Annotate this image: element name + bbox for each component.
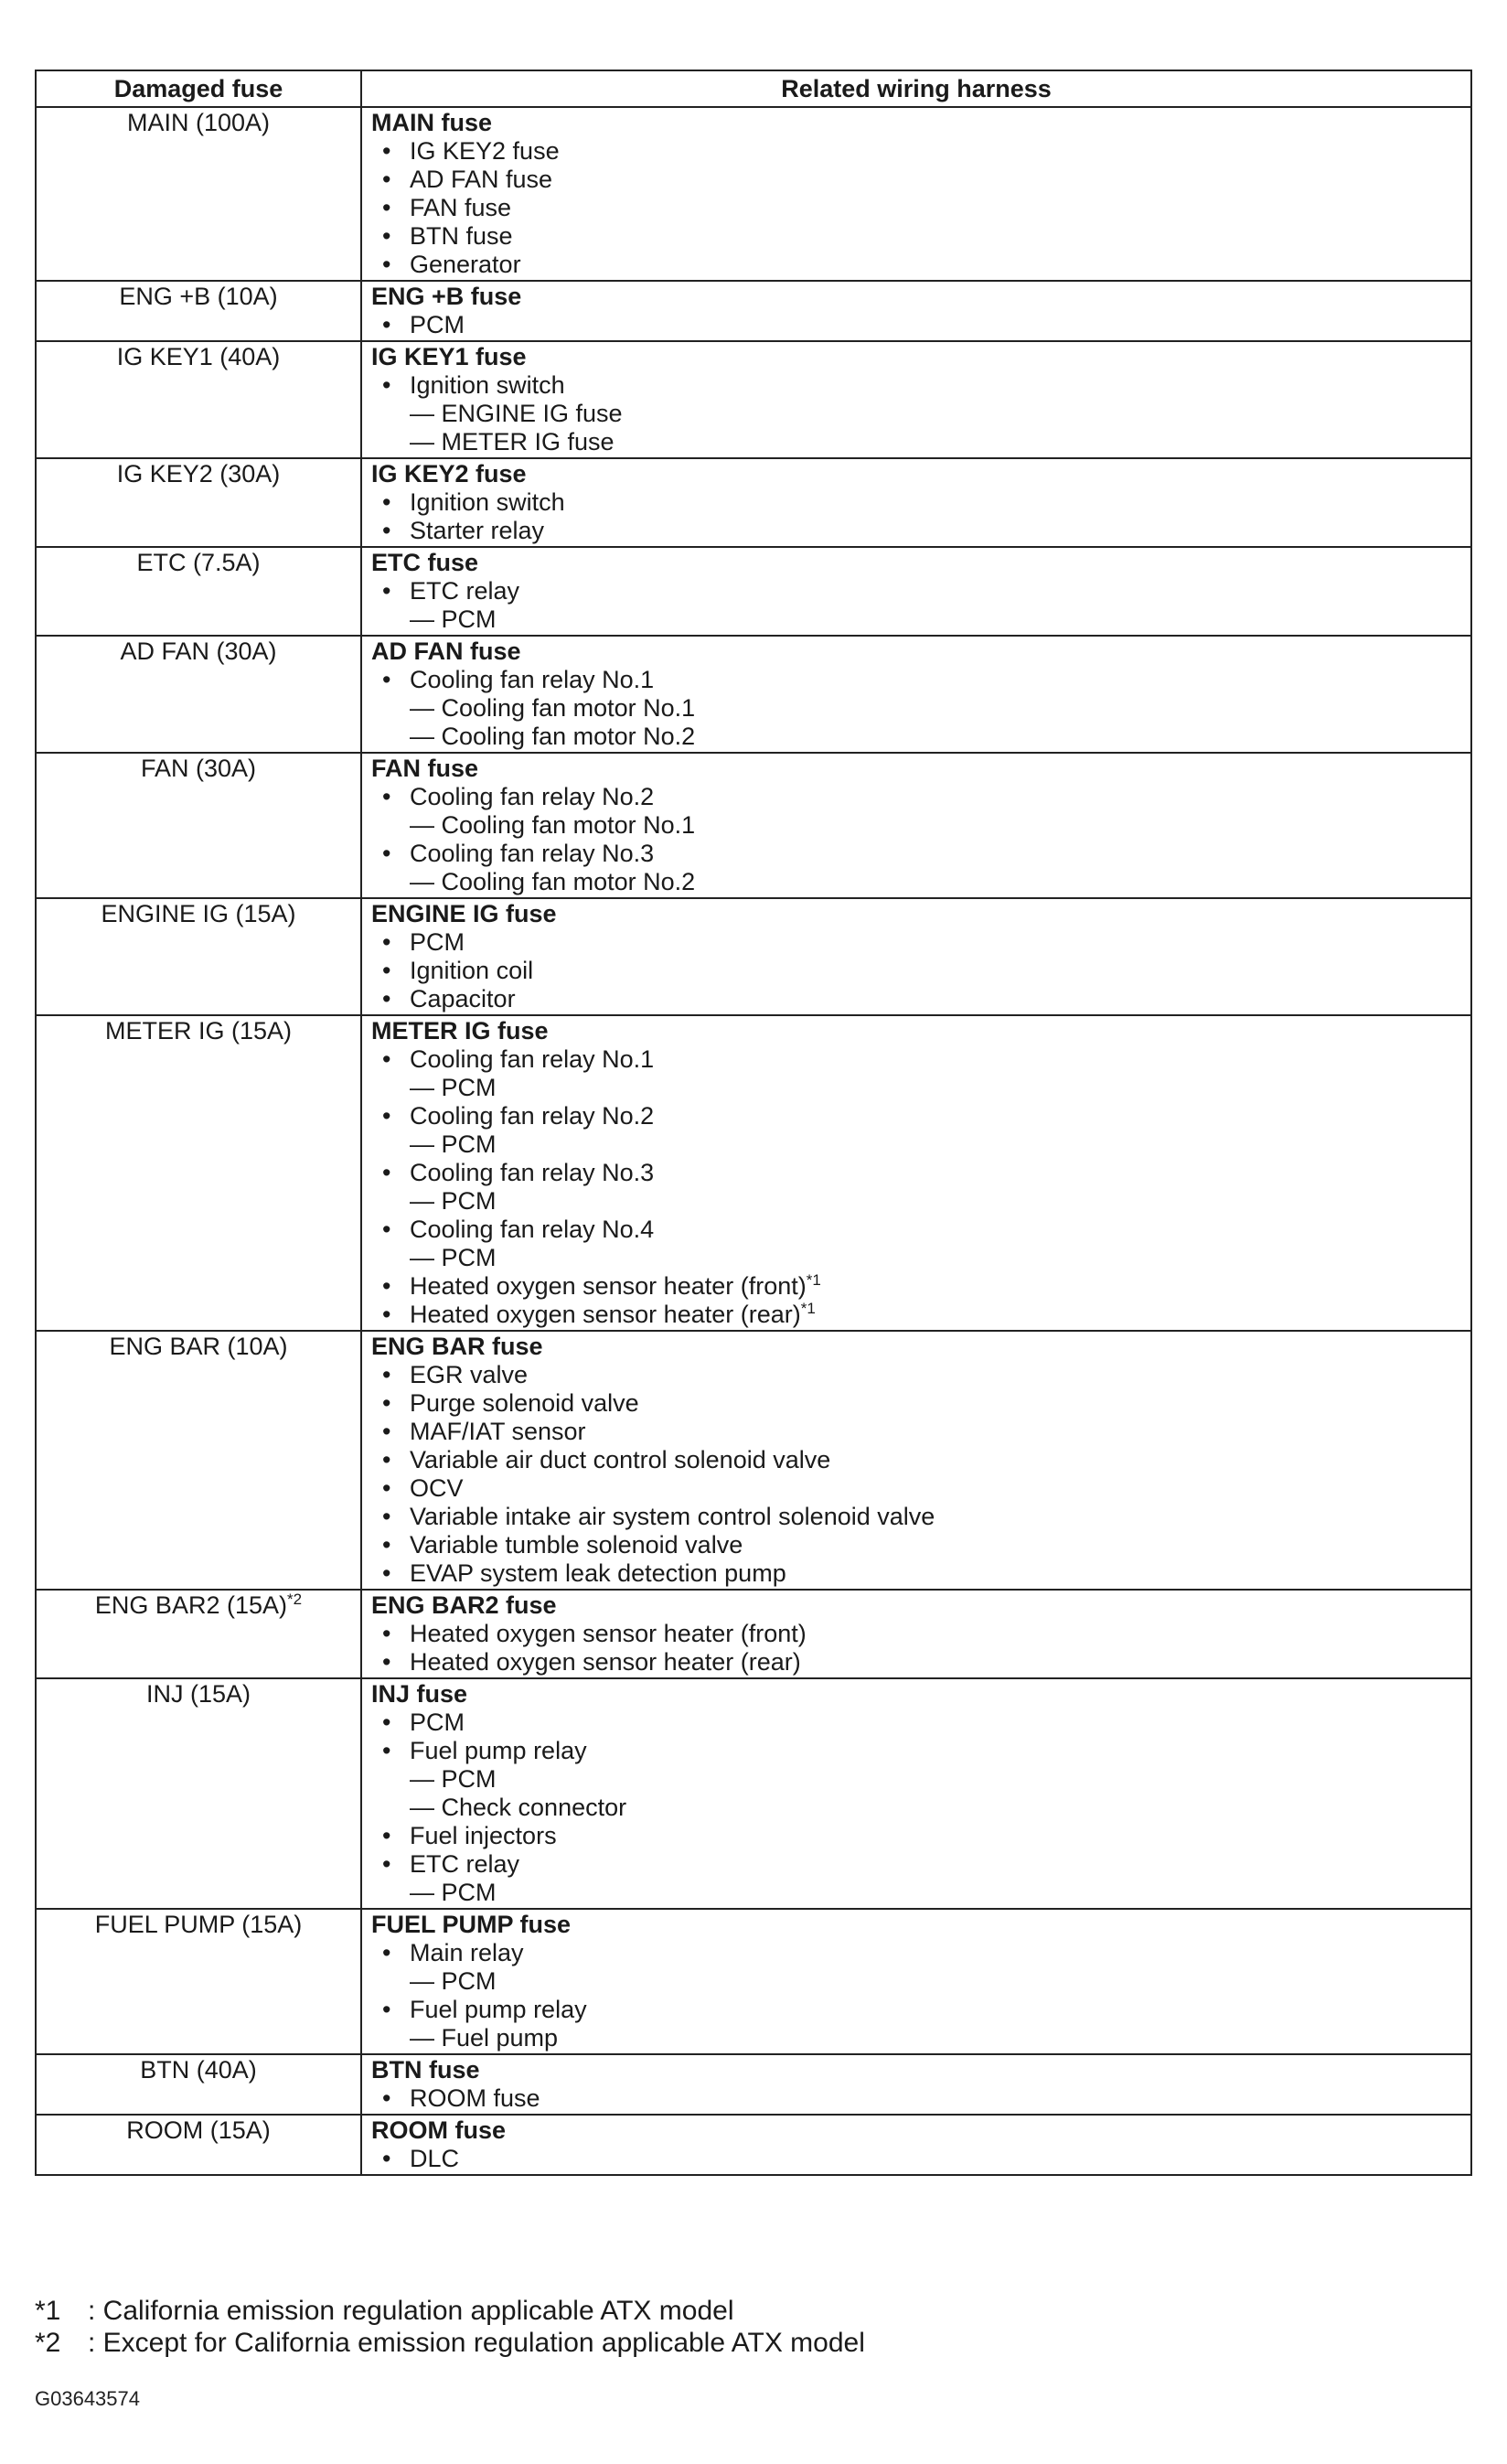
harness-sub-item: — PCM (410, 1244, 497, 1271)
fuse-name: ROOM (15A) (126, 2116, 271, 2144)
fuse-name: IG KEY2 (30A) (116, 460, 281, 487)
footnote-text: : California emission regulation applicable ATX model (88, 2296, 734, 2326)
fuse-name: FUEL PUMP (15A) (94, 1911, 303, 1938)
harness-item-list (371, 928, 1461, 1013)
harness-sub-list (410, 605, 1461, 634)
harness-item (371, 371, 1461, 456)
harness-item (371, 1620, 1461, 1648)
harness-item-text: Heated oxygen sensor heater (front) (410, 1272, 807, 1300)
harness-fuse-title: AD FAN fuse (371, 637, 521, 665)
harness-sub-list (410, 1765, 1461, 1822)
damaged-fuse-cell (36, 898, 361, 1015)
harness-sub-list (410, 2024, 1461, 2052)
harness-item (371, 1272, 1461, 1301)
table-row (36, 1015, 1471, 1331)
harness-item-text: Purge solenoid valve (410, 1389, 639, 1417)
table-row (36, 281, 1471, 341)
damaged-fuse-cell (36, 1590, 361, 1678)
harness-item-text: ETC relay (410, 577, 520, 605)
harness-item-text: PCM (410, 928, 465, 956)
harness-item-text: Ignition switch (410, 488, 565, 516)
harness-item (371, 1850, 1461, 1907)
harness-item (371, 1216, 1461, 1272)
harness-item-text: Ignition switch (410, 371, 565, 399)
harness-item-text: Starter relay (410, 517, 545, 544)
harness-item-text: AD FAN fuse (410, 166, 553, 193)
table-row (36, 1909, 1471, 2054)
harness-item (371, 1446, 1461, 1474)
harness-item (371, 194, 1461, 222)
harness-item-text: Cooling fan relay No.4 (410, 1216, 655, 1243)
footnote-2 (35, 2327, 865, 2359)
harness-item-text: Fuel pump relay (410, 1737, 587, 1764)
harness-item-list (371, 311, 1461, 339)
harness-item (371, 1822, 1461, 1850)
table-row (36, 1678, 1471, 1909)
harness-item (371, 488, 1461, 517)
harness-sub-item: — PCM (410, 1187, 497, 1215)
related-harness-cell (361, 1909, 1471, 2054)
footnote-mark: *2 (35, 2328, 61, 2358)
harness-fuse-title: ETC fuse (371, 549, 479, 576)
fuse-name: ENG BAR (10A) (109, 1333, 288, 1360)
harness-item (371, 1559, 1461, 1588)
harness-item (371, 783, 1461, 840)
table-row (36, 636, 1471, 753)
harness-fuse-title: FUEL PUMP fuse (371, 1911, 572, 1938)
damaged-fuse-cell (36, 341, 361, 458)
related-harness-cell (361, 2054, 1471, 2115)
harness-item (371, 1301, 1461, 1329)
harness-item-text: Ignition coil (410, 957, 534, 984)
harness-item-list (371, 1620, 1461, 1677)
harness-item (371, 1648, 1461, 1677)
harness-fuse-title: ENG +B fuse (371, 283, 522, 310)
harness-item (371, 577, 1461, 634)
harness-item-list (371, 783, 1461, 896)
harness-sub-item: — PCM (410, 1879, 497, 1906)
damaged-fuse-cell (36, 636, 361, 753)
damaged-fuse-cell (36, 458, 361, 547)
harness-item-text: Cooling fan relay No.3 (410, 840, 655, 867)
harness-item (371, 1389, 1461, 1418)
harness-sub-item: — PCM (410, 1967, 497, 1995)
harness-sub-item: — Fuel pump (410, 2024, 559, 2052)
harness-fuse-title: IG KEY1 fuse (371, 343, 527, 370)
harness-item-list (371, 577, 1461, 634)
related-harness-cell (361, 898, 1471, 1015)
fuse-name: IG KEY1 (40A) (116, 343, 281, 370)
damaged-fuse-cell (36, 281, 361, 341)
damaged-fuse-cell (36, 753, 361, 898)
harness-item (371, 1418, 1461, 1446)
harness-item (371, 957, 1461, 985)
harness-sub-item: — Cooling fan motor No.1 (410, 811, 696, 839)
fuse-table-container (35, 70, 1470, 2176)
damaged-fuse-cell (36, 2054, 361, 2115)
harness-item (371, 311, 1461, 339)
harness-item-text: EGR valve (410, 1361, 529, 1388)
harness-sub-list (410, 811, 1461, 840)
harness-fuse-title: ENGINE IG fuse (371, 900, 557, 927)
table-row (36, 753, 1471, 898)
harness-item-text: Heated oxygen sensor heater (rear) (410, 1648, 801, 1676)
harness-item-text: Capacitor (410, 985, 516, 1012)
related-harness-cell (361, 341, 1471, 458)
footnote-ref: *1 (806, 1271, 821, 1289)
fuse-name: ETC (7.5A) (136, 549, 261, 576)
related-harness-cell (361, 547, 1471, 636)
fuse-name: INJ (15A) (145, 1680, 251, 1708)
footnote-text: : Except for California emission regulation applicable ATX model (88, 2328, 865, 2358)
related-harness-cell (361, 1331, 1471, 1590)
harness-sub-item: — PCM (410, 1765, 497, 1793)
harness-item-text: Variable tumble solenoid valve (410, 1531, 743, 1559)
harness-item (371, 137, 1461, 166)
harness-item (371, 1503, 1461, 1531)
harness-item (371, 1102, 1461, 1159)
related-harness-cell (361, 1678, 1471, 1909)
harness-item-list (371, 1709, 1461, 1907)
harness-fuse-title: METER IG fuse (371, 1017, 549, 1045)
harness-item (371, 1709, 1461, 1737)
harness-item-text: Cooling fan relay No.2 (410, 1102, 655, 1130)
harness-item-text: OCV (410, 1474, 464, 1502)
fuse-name: METER IG (15A) (104, 1017, 293, 1045)
harness-item (371, 1474, 1461, 1503)
harness-item-text: IG KEY2 fuse (410, 137, 560, 165)
table-row (36, 341, 1471, 458)
harness-item-text: Variable air duct control solenoid valve (410, 1446, 831, 1473)
fuse-name: MAIN (100A) (126, 109, 271, 136)
harness-item-text: Fuel pump relay (410, 1996, 587, 2023)
harness-item-text: MAF/IAT sensor (410, 1418, 586, 1445)
related-harness-cell (361, 1590, 1471, 1678)
harness-item-text: Heated oxygen sensor heater (rear) (410, 1301, 801, 1328)
header-damaged-fuse: Damaged fuse (36, 70, 361, 107)
footnote-ref: *2 (287, 1591, 303, 1608)
table-row (36, 547, 1471, 636)
harness-item-list (371, 1361, 1461, 1588)
table-row (36, 2115, 1471, 2175)
harness-item (371, 2145, 1461, 2173)
harness-item-text: DLC (410, 2145, 460, 2172)
harness-item (371, 1531, 1461, 1559)
footnotes (35, 2295, 865, 2359)
harness-item-text: Cooling fan relay No.1 (410, 666, 655, 693)
footnote-mark: *1 (35, 2296, 61, 2326)
harness-item (371, 840, 1461, 896)
harness-sub-item: — ENGINE IG fuse (410, 400, 623, 427)
harness-fuse-title: INJ fuse (371, 1680, 468, 1708)
related-harness-cell (361, 2115, 1471, 2175)
harness-item-text: FAN fuse (410, 194, 512, 221)
table-row (36, 1590, 1471, 1678)
harness-sub-item: — PCM (410, 605, 497, 633)
harness-item-text: Heated oxygen sensor heater (front) (410, 1620, 807, 1647)
harness-item-list (371, 371, 1461, 456)
harness-item-text: PCM (410, 1709, 465, 1736)
footnote-ref: *1 (800, 1300, 816, 1317)
harness-item-text: Fuel injectors (410, 1822, 557, 1849)
harness-item-text: ROOM fuse (410, 2084, 540, 2112)
harness-item (371, 1361, 1461, 1389)
damaged-fuse-cell (36, 1678, 361, 1909)
harness-item-text: Cooling fan relay No.1 (410, 1045, 655, 1073)
harness-item-list (371, 666, 1461, 751)
fuse-harness-table (35, 70, 1472, 2176)
fuse-name: ENGINE IG (15A) (101, 900, 296, 927)
table-row (36, 2054, 1471, 2115)
harness-item (371, 222, 1461, 251)
harness-fuse-title: IG KEY2 fuse (371, 460, 527, 487)
harness-fuse-title: BTN fuse (371, 2056, 480, 2084)
table-row (36, 898, 1471, 1015)
harness-fuse-title: ROOM fuse (371, 2116, 507, 2144)
related-harness-cell (361, 1015, 1471, 1331)
header-related-wiring-harness: Related wiring harness (361, 70, 1471, 107)
harness-item-list (371, 488, 1461, 545)
harness-sub-item: — PCM (410, 1074, 497, 1101)
harness-item-list (371, 137, 1461, 279)
harness-sub-item: — Cooling fan motor No.1 (410, 694, 696, 722)
related-harness-cell (361, 107, 1471, 281)
harness-sub-item: — Cooling fan motor No.2 (410, 723, 696, 750)
harness-item-text: Cooling fan relay No.3 (410, 1159, 655, 1186)
harness-sub-list (410, 694, 1461, 751)
table-header-row (36, 70, 1471, 107)
fuse-name: BTN (40A) (140, 2056, 257, 2084)
harness-item-list (371, 2145, 1461, 2173)
harness-item (371, 928, 1461, 957)
harness-sub-list (410, 1130, 1461, 1159)
harness-sub-list (410, 1187, 1461, 1216)
damaged-fuse-cell (36, 1331, 361, 1590)
table-row (36, 458, 1471, 547)
table-row (36, 107, 1471, 281)
fuse-name: ENG +B (10A) (119, 283, 278, 310)
footnote-1 (35, 2295, 865, 2327)
harness-item-text: Variable intake air system control solenoid valve (410, 1503, 935, 1530)
harness-fuse-title: FAN fuse (371, 755, 479, 782)
table-body (36, 107, 1471, 2175)
harness-fuse-title: MAIN fuse (371, 109, 493, 136)
table-row (36, 1331, 1471, 1590)
harness-sub-list (410, 400, 1461, 456)
fuse-name: FAN (30A) (140, 755, 257, 782)
harness-item (371, 1939, 1461, 1996)
harness-item (371, 1996, 1461, 2052)
harness-item (371, 666, 1461, 751)
harness-sub-list (410, 1074, 1461, 1102)
related-harness-cell (361, 636, 1471, 753)
harness-sub-item: — PCM (410, 1130, 497, 1158)
damaged-fuse-cell (36, 107, 361, 281)
harness-item (371, 2084, 1461, 2113)
related-harness-cell (361, 281, 1471, 341)
harness-item (371, 517, 1461, 545)
harness-sub-list (410, 1879, 1461, 1907)
harness-fuse-title: ENG BAR2 fuse (371, 1591, 557, 1619)
harness-item-text: BTN fuse (410, 222, 513, 250)
harness-item (371, 1737, 1461, 1822)
harness-sub-list (410, 1244, 1461, 1272)
harness-item (371, 985, 1461, 1013)
harness-item-text: Cooling fan relay No.2 (410, 783, 655, 810)
harness-item (371, 166, 1461, 194)
harness-item-list (371, 1045, 1461, 1329)
harness-sub-item: — METER IG fuse (410, 428, 615, 455)
harness-item-text: EVAP system leak detection pump (410, 1559, 786, 1587)
harness-sub-item: — Check connector (410, 1794, 627, 1821)
harness-sub-item: — Cooling fan motor No.2 (410, 868, 696, 895)
harness-item-list (371, 2084, 1461, 2113)
harness-item-text: PCM (410, 311, 465, 338)
fuse-name: AD FAN (30A) (120, 637, 277, 665)
harness-sub-list (410, 868, 1461, 896)
harness-item-list (371, 1939, 1461, 2052)
fuse-name: ENG BAR2 (15A) (94, 1591, 287, 1619)
related-harness-cell (361, 458, 1471, 547)
harness-sub-list (410, 1967, 1461, 1996)
harness-item (371, 1159, 1461, 1216)
harness-item-text: Generator (410, 251, 521, 278)
harness-item-text: Main relay (410, 1939, 524, 1966)
damaged-fuse-cell (36, 2115, 361, 2175)
harness-item (371, 251, 1461, 279)
harness-item (371, 1045, 1461, 1102)
damaged-fuse-cell (36, 547, 361, 636)
damaged-fuse-cell (36, 1909, 361, 2054)
damaged-fuse-cell (36, 1015, 361, 1331)
harness-item-text: ETC relay (410, 1850, 520, 1878)
figure-code: G03643574 (35, 2387, 140, 2410)
related-harness-cell (361, 753, 1471, 898)
harness-fuse-title: ENG BAR fuse (371, 1333, 543, 1360)
